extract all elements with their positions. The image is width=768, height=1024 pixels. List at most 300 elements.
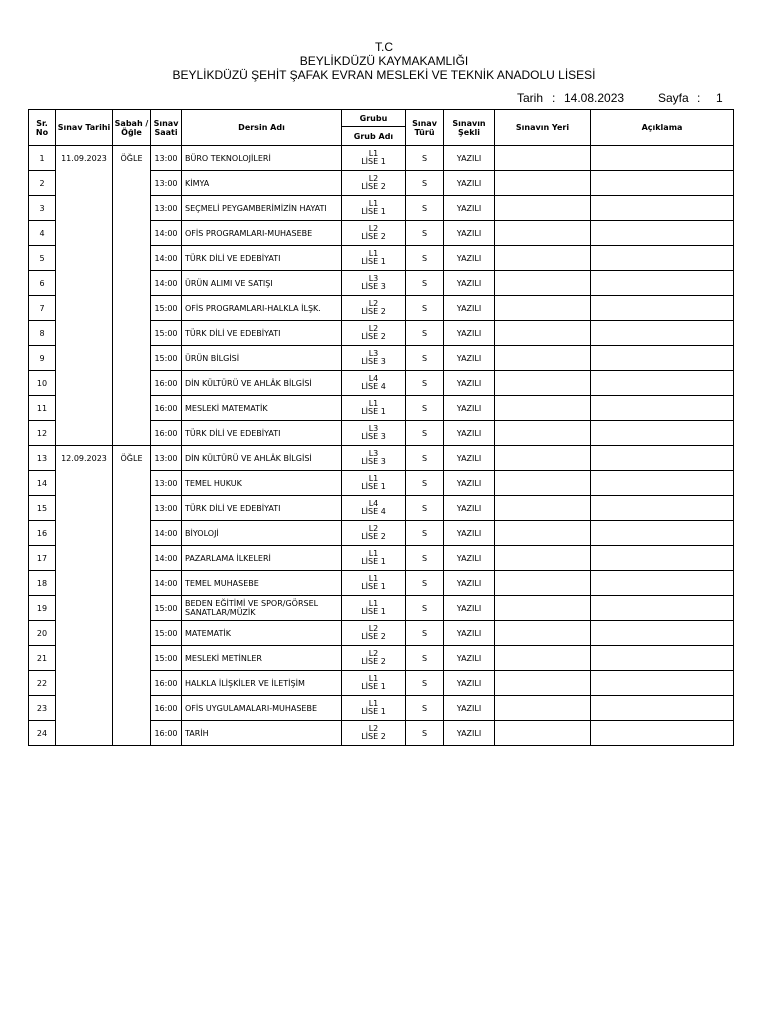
row-number: 14 (29, 471, 56, 496)
exam-notes (591, 171, 734, 196)
header-school-name: BEYLİKDÜZÜ ŞEHİT ŞAFAK EVRAN MESLEKİ VE TEKNİK ANADOLU LİSESİ (172, 68, 596, 82)
group-name: LİSE 4 (361, 382, 386, 391)
exam-type: S (406, 196, 444, 221)
row-number: 4 (29, 221, 56, 246)
course-name: SEÇMELİ PEYGAMBERİMİZİN HAYATI (182, 196, 342, 221)
exam-date (56, 271, 113, 296)
group-name: LİSE 1 (361, 207, 386, 216)
exam-time: 16:00 (151, 421, 182, 446)
exam-notes (591, 221, 734, 246)
exam-date (56, 546, 113, 571)
exam-notes (591, 521, 734, 546)
table-row (29, 721, 734, 746)
exam-date (56, 621, 113, 646)
course-name: OFİS PROGRAMLARI-MUHASEBE (182, 221, 342, 246)
exam-time: 13:00 (151, 446, 182, 471)
group-name: LİSE 1 (361, 607, 386, 616)
group-name: LİSE 1 (361, 157, 386, 166)
group-name: LİSE 2 (361, 657, 386, 666)
exam-form: YAZILI (444, 471, 495, 496)
exam-type: S (406, 171, 444, 196)
group-cell (342, 346, 406, 371)
exam-form: YAZILI (444, 546, 495, 571)
group-code: L2 (368, 299, 379, 308)
exam-location (495, 671, 591, 696)
group-name: LİSE 1 (361, 482, 386, 491)
exam-location (495, 621, 591, 646)
row-number: 20 (29, 621, 56, 646)
exam-location (495, 696, 591, 721)
group-code: L1 (368, 149, 379, 158)
group-cell (342, 321, 406, 346)
exam-time: 15:00 (151, 621, 182, 646)
course-name: DİN KÜLTÜRÜ VE AHLÂK BİLGİSİ (182, 446, 342, 471)
exam-notes (591, 546, 734, 571)
group-name: LİSE 3 (361, 357, 386, 366)
group-name: LİSE 1 (361, 557, 386, 566)
exam-location (495, 321, 591, 346)
exam-period (113, 521, 151, 546)
exam-date (56, 396, 113, 421)
group-cell (342, 271, 406, 296)
group-cell (342, 646, 406, 671)
group-code: L1 (368, 399, 379, 408)
exam-notes (591, 196, 734, 221)
group-cell (342, 721, 406, 746)
table-row (29, 171, 734, 196)
exam-time: 16:00 (151, 396, 182, 421)
date-label: Tarih (517, 91, 544, 105)
exam-location (495, 421, 591, 446)
exam-type: S (406, 646, 444, 671)
header-kaymakamlik: BEYLİKDÜZÜ KAYMAKAMLIĞI (299, 54, 469, 68)
exam-form: YAZILI (444, 346, 495, 371)
group-name: LİSE 2 (361, 632, 386, 641)
col-header-exam-time: Sınav Saati (151, 110, 182, 146)
group-cell (342, 446, 406, 471)
row-number: 21 (29, 646, 56, 671)
group-code: L3 (368, 449, 379, 458)
exam-period (113, 571, 151, 596)
exam-notes (591, 621, 734, 646)
group-name: LİSE 3 (361, 282, 386, 291)
exam-date: 12.09.2023 (56, 446, 113, 471)
exam-period (113, 621, 151, 646)
exam-form: YAZILI (444, 446, 495, 471)
exam-type: S (406, 296, 444, 321)
exam-notes (591, 296, 734, 321)
exam-type: S (406, 596, 444, 621)
exam-period (113, 496, 151, 521)
exam-location (495, 196, 591, 221)
exam-form: YAZILI (444, 671, 495, 696)
exam-form: YAZILI (444, 321, 495, 346)
exam-period (113, 296, 151, 321)
exam-location (495, 446, 591, 471)
exam-time: 13:00 (151, 146, 182, 171)
exam-time: 14:00 (151, 546, 182, 571)
exam-location (495, 246, 591, 271)
exam-notes (591, 471, 734, 496)
group-code: L2 (368, 624, 379, 633)
exam-notes (591, 596, 734, 621)
group-code: L1 (368, 574, 379, 583)
course-name: BÜRO TEKNOLOJİLERİ (182, 146, 342, 171)
group-code: L1 (368, 599, 379, 608)
exam-period (113, 721, 151, 746)
course-name: HALKLA İLİŞKİLER VE İLETİŞİM (182, 671, 342, 696)
table-row (29, 696, 734, 721)
group-name: LİSE 3 (361, 432, 386, 441)
table-row (29, 471, 734, 496)
exam-type: S (406, 446, 444, 471)
course-name: MESLEKİ MATEMATİK (182, 396, 342, 421)
exam-type: S (406, 221, 444, 246)
group-code: L1 (368, 474, 379, 483)
exam-form: YAZILI (444, 171, 495, 196)
group-cell (342, 196, 406, 221)
group-code: L2 (368, 724, 379, 733)
col-header-notes: Açıklama (591, 110, 734, 146)
exam-type: S (406, 546, 444, 571)
exam-form: YAZILI (444, 221, 495, 246)
group-name: LİSE 1 (361, 407, 386, 416)
course-name: TÜRK DİLİ VE EDEBİYATI (182, 246, 342, 271)
exam-period (113, 471, 151, 496)
group-code: L1 (368, 699, 379, 708)
page-label: Sayfa (658, 91, 689, 105)
exam-type: S (406, 321, 444, 346)
exam-date (56, 246, 113, 271)
exam-type: S (406, 471, 444, 496)
exam-period (113, 596, 151, 621)
row-number: 17 (29, 546, 56, 571)
group-code: L3 (368, 274, 379, 283)
exam-location (495, 646, 591, 671)
exam-type: S (406, 496, 444, 521)
group-code: L1 (368, 249, 379, 258)
exam-period (113, 171, 151, 196)
group-cell (342, 246, 406, 271)
exam-period (113, 346, 151, 371)
course-name: TÜRK DİLİ VE EDEBİYATI (182, 496, 342, 521)
exam-location (495, 221, 591, 246)
row-number: 19 (29, 596, 56, 621)
exam-type: S (406, 621, 444, 646)
group-cell (342, 371, 406, 396)
group-code: L2 (368, 174, 379, 183)
exam-form: YAZILI (444, 496, 495, 521)
exam-location (495, 471, 591, 496)
col-header-exam-date: Sınav Tarihi (56, 110, 113, 146)
table-row (29, 671, 734, 696)
row-number: 12 (29, 421, 56, 446)
group-code: L2 (368, 224, 379, 233)
header-tc: T.C (375, 40, 393, 54)
exam-date (56, 196, 113, 221)
exam-type: S (406, 421, 444, 446)
course-name: BİYOLOJİ (182, 521, 342, 546)
exam-form: YAZILI (444, 571, 495, 596)
course-name: MESLEKİ METİNLER (182, 646, 342, 671)
table-row (29, 296, 734, 321)
group-code: L3 (368, 349, 379, 358)
table-row (29, 146, 734, 171)
exam-period (113, 271, 151, 296)
col-header-exam-type: Sınav Türü (406, 110, 444, 146)
page-colon: : (697, 91, 701, 105)
exam-date (56, 221, 113, 246)
exam-notes (591, 271, 734, 296)
group-cell (342, 621, 406, 646)
exam-date (56, 671, 113, 696)
exam-date (56, 171, 113, 196)
exam-date (56, 721, 113, 746)
group-code: L1 (368, 549, 379, 558)
table-row (29, 446, 734, 471)
row-number: 13 (29, 446, 56, 471)
course-name: TEMEL HUKUK (182, 471, 342, 496)
exam-type: S (406, 721, 444, 746)
course-name: ÜRÜN BİLGİSİ (182, 346, 342, 371)
row-number: 2 (29, 171, 56, 196)
exam-time: 15:00 (151, 296, 182, 321)
exam-date (56, 296, 113, 321)
table-row (29, 421, 734, 446)
course-name: TÜRK DİLİ VE EDEBİYATI (182, 421, 342, 446)
col-header-group-name: Grub Adı (342, 127, 406, 146)
exam-form: YAZILI (444, 396, 495, 421)
course-name: ÜRÜN ALIMI VE SATIŞI (182, 271, 342, 296)
exam-type: S (406, 671, 444, 696)
course-name: PAZARLAMA İLKELERİ (182, 546, 342, 571)
exam-location (495, 596, 591, 621)
exam-time: 15:00 (151, 321, 182, 346)
exam-period (113, 646, 151, 671)
exam-location (495, 721, 591, 746)
exam-time: 15:00 (151, 646, 182, 671)
table-row (29, 396, 734, 421)
group-cell (342, 471, 406, 496)
row-number: 15 (29, 496, 56, 521)
table-row (29, 571, 734, 596)
exam-form: YAZILI (444, 146, 495, 171)
table-row (29, 246, 734, 271)
group-code: L4 (368, 374, 379, 383)
exam-period (113, 421, 151, 446)
table-row (29, 321, 734, 346)
exam-notes (591, 246, 734, 271)
exam-schedule-table (28, 109, 734, 746)
row-number: 22 (29, 671, 56, 696)
exam-form: YAZILI (444, 196, 495, 221)
row-number: 11 (29, 396, 56, 421)
exam-time: 16:00 (151, 721, 182, 746)
exam-type: S (406, 146, 444, 171)
row-number: 23 (29, 696, 56, 721)
exam-location (495, 571, 591, 596)
date-value: 14.08.2023 (564, 91, 625, 105)
group-code: L2 (368, 649, 379, 658)
group-name: LİSE 1 (361, 582, 386, 591)
exam-form: YAZILI (444, 521, 495, 546)
course-name: TÜRK DİLİ VE EDEBİYATI (182, 321, 342, 346)
exam-notes (591, 721, 734, 746)
group-name: LİSE 1 (361, 707, 386, 716)
row-number: 8 (29, 321, 56, 346)
exam-time: 13:00 (151, 496, 182, 521)
exam-period: ÖĞLE (113, 146, 151, 171)
exam-time: 16:00 (151, 696, 182, 721)
exam-form: YAZILI (444, 371, 495, 396)
group-cell (342, 696, 406, 721)
exam-time: 13:00 (151, 171, 182, 196)
row-number: 1 (29, 146, 56, 171)
table-row (29, 346, 734, 371)
exam-location (495, 146, 591, 171)
exam-type: S (406, 271, 444, 296)
group-name: LİSE 2 (361, 307, 386, 316)
exam-notes (591, 696, 734, 721)
group-cell (342, 571, 406, 596)
col-header-course-name: Dersin Adı (182, 110, 342, 146)
exam-date (56, 496, 113, 521)
row-number: 24 (29, 721, 56, 746)
exam-period (113, 371, 151, 396)
group-cell (342, 671, 406, 696)
row-number: 6 (29, 271, 56, 296)
col-header-sr-no: Sr. No (29, 110, 56, 146)
group-code: L2 (368, 524, 379, 533)
exam-date (56, 596, 113, 621)
exam-notes (591, 571, 734, 596)
exam-notes (591, 496, 734, 521)
group-name: LİSE 3 (361, 457, 386, 466)
course-name: BEDEN EĞİTİMİ VE SPOR/GÖRSEL SANATLAR/MÜZİK (182, 596, 342, 621)
group-name: LİSE 2 (361, 182, 386, 191)
exam-period (113, 321, 151, 346)
exam-type: S (406, 246, 444, 271)
exam-period (113, 546, 151, 571)
exam-location (495, 371, 591, 396)
exam-notes (591, 146, 734, 171)
exam-notes (591, 371, 734, 396)
exam-notes (591, 321, 734, 346)
exam-location (495, 521, 591, 546)
group-code: L1 (368, 199, 379, 208)
exam-type: S (406, 346, 444, 371)
exam-period (113, 696, 151, 721)
group-cell (342, 296, 406, 321)
row-number: 16 (29, 521, 56, 546)
table-row (29, 596, 734, 621)
exam-form: YAZILI (444, 696, 495, 721)
table-row (29, 496, 734, 521)
table-row (29, 271, 734, 296)
exam-location (495, 346, 591, 371)
exam-date (56, 421, 113, 446)
table-row (29, 621, 734, 646)
exam-time: 16:00 (151, 371, 182, 396)
row-number: 7 (29, 296, 56, 321)
exam-location (495, 296, 591, 321)
exam-form: YAZILI (444, 421, 495, 446)
exam-notes (591, 346, 734, 371)
course-name: TEMEL MUHASEBE (182, 571, 342, 596)
exam-type: S (406, 371, 444, 396)
exam-type: S (406, 571, 444, 596)
exam-period (113, 221, 151, 246)
col-header-exam-location: Sınavın Yeri (495, 110, 591, 146)
exam-time: 16:00 (151, 671, 182, 696)
row-number: 18 (29, 571, 56, 596)
exam-time: 14:00 (151, 246, 182, 271)
course-name: OFİS PROGRAMLARI-HALKLA İLŞK. (182, 296, 342, 321)
course-name: TARİH (182, 721, 342, 746)
group-name: LİSE 1 (361, 257, 386, 266)
table-row (29, 521, 734, 546)
exam-form: YAZILI (444, 271, 495, 296)
exam-form: YAZILI (444, 596, 495, 621)
exam-form: YAZILI (444, 621, 495, 646)
group-cell (342, 596, 406, 621)
exam-time: 15:00 (151, 346, 182, 371)
group-name: LİSE 2 (361, 532, 386, 541)
table-row (29, 221, 734, 246)
exam-date (56, 696, 113, 721)
exam-type: S (406, 396, 444, 421)
exam-period (113, 396, 151, 421)
exam-location (495, 171, 591, 196)
group-cell (342, 221, 406, 246)
row-number: 3 (29, 196, 56, 221)
table-row (29, 646, 734, 671)
group-name: LİSE 1 (361, 682, 386, 691)
exam-date (56, 646, 113, 671)
exam-form: YAZILI (444, 246, 495, 271)
exam-notes (591, 446, 734, 471)
date-colon: : (552, 91, 556, 105)
exam-period (113, 196, 151, 221)
exam-period (113, 671, 151, 696)
course-name: DİN KÜLTÜRÜ VE AHLÂK BİLGİSİ (182, 371, 342, 396)
exam-time: 14:00 (151, 571, 182, 596)
exam-location (495, 496, 591, 521)
exam-time: 15:00 (151, 596, 182, 621)
table-row (29, 371, 734, 396)
course-name: MATEMATİK (182, 621, 342, 646)
exam-time: 14:00 (151, 271, 182, 296)
group-code: L1 (368, 674, 379, 683)
exam-type: S (406, 521, 444, 546)
exam-date (56, 346, 113, 371)
group-name: LİSE 2 (361, 732, 386, 741)
group-code: L4 (368, 499, 379, 508)
exam-type: S (406, 696, 444, 721)
exam-notes (591, 421, 734, 446)
page-number: 1 (716, 91, 723, 105)
table-row (29, 196, 734, 221)
row-number: 5 (29, 246, 56, 271)
group-code: L2 (368, 324, 379, 333)
row-number: 9 (29, 346, 56, 371)
exam-date (56, 471, 113, 496)
exam-notes (591, 646, 734, 671)
col-header-group: Grubu (342, 110, 406, 127)
exam-notes (591, 671, 734, 696)
group-cell (342, 171, 406, 196)
col-header-exam-form: Sınavın Şekli (444, 110, 495, 146)
